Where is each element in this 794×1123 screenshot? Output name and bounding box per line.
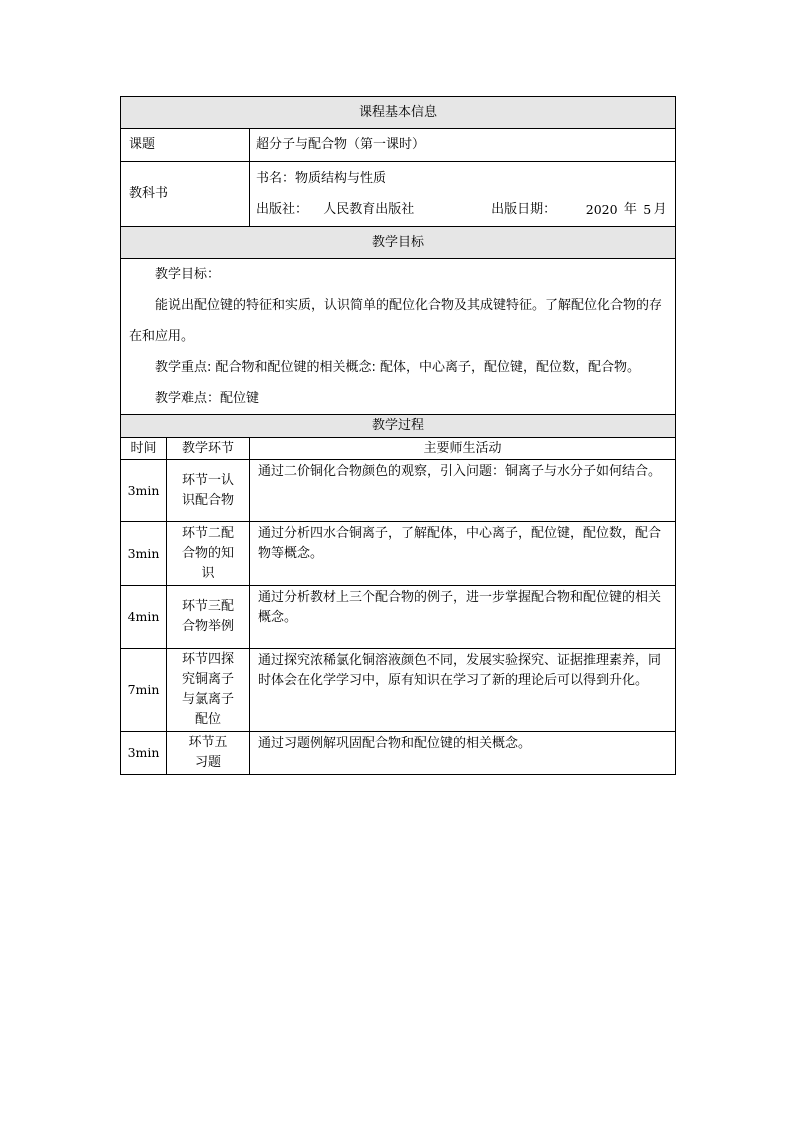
step-time: 3min [121,732,167,775]
process-column-header-row [121,438,676,460]
publish-year: 2020 [585,201,618,217]
publisher-row [256,194,669,225]
step-time: 7min [121,649,167,732]
publish-month: 5 [643,201,652,217]
process-header: 教学过程 [121,415,676,438]
basic-info-header: 课程基本信息 [121,97,676,129]
column-header-time: 时间 [121,438,167,460]
lesson-plan-table [120,96,676,775]
step-activity: 通过探究浓稀氯化铜溶液颜色不同，发展实验探究、证据推理素养，同时体会在化学学习中，原有知识在学习了新的理论后可以得到升化。 [250,649,676,732]
column-header-activity: 主要师生活动 [250,438,676,460]
textbook-details [250,162,676,227]
table-row [121,649,676,732]
step-activity: 通过二价铜化合物颜色的观察，引入问题：铜离子与水分子如何结合。 [250,460,676,522]
objectives-difficulty: 教学难点：配位键 [155,391,260,406]
publisher-value: 人民教育出版社 [323,201,415,217]
objectives-header: 教学目标 [121,227,676,259]
step-name: 环节二配合物的知识 [167,522,250,586]
topic-row [121,129,676,162]
lesson-plan-document [120,96,675,775]
step-time: 4min [121,586,167,649]
step-activity: 通过习题例解巩固配合物和配位键的相关概念。 [250,732,676,775]
objectives-title: 教学目标： [155,267,221,282]
table-row [121,522,676,586]
publish-date-label: 出版日期： [491,201,557,217]
table-row [121,460,676,522]
step-name: 环节三配合物举例 [167,586,250,649]
step-time: 3min [121,460,167,522]
step-activity: 通过分析四水合铜离子，了解配体，中心离子，配位键，配位数，配合物等概念。 [250,522,676,586]
step-name: 环节五习题 [167,732,250,775]
objectives-goal: 能说出配位键的特征和实质，认识简单的配位化合物及其成键特征。了解配位化合物的存在和应用。 [129,298,663,344]
table-row [121,732,676,775]
column-header-step: 教学环节 [167,438,250,460]
objectives-key-points: 教学重点: 配合物和配位键的相关概念: 配体，中心离子，配位键，配位数，配合物。 [155,360,641,375]
topic-value: 超分子与配合物（第一课时） [250,129,676,162]
publish-month-unit: 月 [653,201,667,217]
table-row [121,586,676,649]
process-header-row [121,415,676,438]
topic-label: 课题 [121,129,250,162]
basic-info-header-row [121,97,676,129]
step-name: 环节一认识配合物 [167,460,250,522]
book-name: 书名：物质结构与性质 [256,170,387,186]
step-time: 3min [121,522,167,586]
textbook-label: 教科书 [121,162,250,227]
publisher-label: 出版社： [256,201,309,217]
step-name: 环节四探究铜离子与氯离子配位 [167,649,250,732]
objectives-header-row [121,227,676,259]
step-activity: 通过分析教材上三个配合物的例子，进一步掌握配合物和配位键的相关概念。 [250,586,676,649]
objectives-row [121,259,676,415]
objectives-content [121,259,676,415]
publish-year-unit: 年 [623,201,637,217]
textbook-row [121,162,676,227]
